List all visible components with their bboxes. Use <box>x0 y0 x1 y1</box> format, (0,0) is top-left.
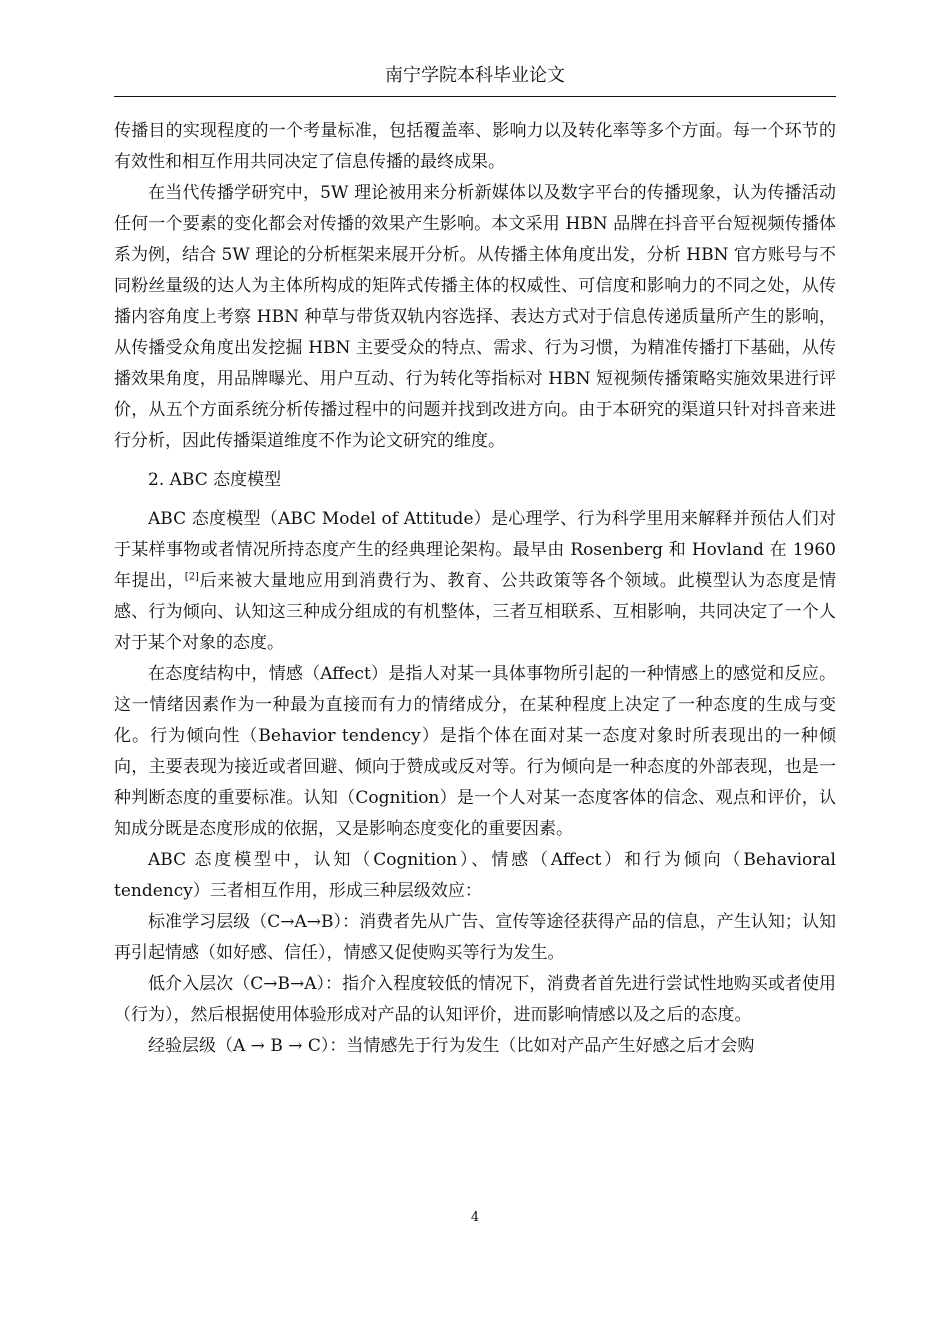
page-body <box>114 116 836 1062</box>
paragraph-standard-learning: 标准学习层级（C→A→B）：消费者先从广告、宣传等途径获得产品的信息，产生认知；认知再引起情感（如好感、信任），情感又促使购买等行为发生。 <box>114 912 836 963</box>
abc-intro-text-1: ABC 态度模型（ABC Model of Attitude）是心理学、行为科学里用来解释并预估人们对于某样事物或者情况所持态度产生的经典理论架构。最早由 Rosenberg 和 Hovland 在 1960 年提出， <box>114 509 836 591</box>
paragraph-5w-theory: 在当代传播学研究中，5W 理论被用来分析新媒体以及数字平台的传播现象，认为传播活动任何一个要素的变化都会对传播的效果产生影响。本文采用 HBN 品牌在抖音平台短视频传播体系为例，结合 5W 理论的分析框架来展开分析。从传播主体角度出发，分析 HBN 官方账号与不同粉丝量级的达人为主体所构成的矩阵式传播主体的权威性、可信度和影响力的不同之处，从传播内容角度上考察 HBN 种草与带货双轨内容选择、表达方式对于信息传递质量所产生的影响，从传播受众角度出发挖掘 HBN 主要受众的特点、需求、行为习惯，为精准传播打下基础，从传播效果角度，用品牌曝光、用户互动、行为转化等指标对 HBN 短视频传播策略实施效果进行评价，从五个方面系统分析传播过程中的问题并找到改进方向。由于本研究的渠道只针对抖音来进行分析，因此传播渠道维度不作为论文研究的维度。 <box>114 183 836 451</box>
paragraph-hierarchy-intro: ABC 态度模型中，认知（Cognition）、情感（Affect）和行为倾向（Behavioral tendency）三者相互作用，形成三种层级效应： <box>114 850 836 901</box>
citation-reference: [2] <box>184 571 199 583</box>
paragraph-continuation: 传播目的实现程度的一个考量标准，包括覆盖率、影响力以及转化率等多个方面。每一个环节的有效性和相互作用共同决定了信息传播的最终成果。 <box>114 121 836 172</box>
paragraph-low-involvement: 低介入层次（C→B→A）：指介入程度较低的情况下，消费者首先进行尝试性地购买或者使用（行为），然后根据使用体验形成对产品的认知评价，进而影响情感以及之后的态度。 <box>114 974 836 1025</box>
section-heading: 2. ABC 态度模型 <box>148 470 282 490</box>
page-number: 4 <box>470 1210 480 1225</box>
paragraph-abc-intro <box>114 504 836 659</box>
paragraph-experiential: 经验层级（A → B → C）：当情感先于行为发生（比如对产品产生好感之后才会购 <box>148 1036 755 1056</box>
header-divider <box>114 96 836 97</box>
paragraph-attitude-structure: 在态度结构中，情感（Affect）是指人对某一具体事物所引起的一种情感上的感觉和反应。这一情绪因素作为一种最为直接而有力的情绪成分，在某种程度上决定了一种态度的生成与变化。行为倾向性（Behavior tendency）是指个体在面对某一态度对象时所表现出的一种倾向，主要表现为接近或者回避、倾向于赞成或反对等。行为倾向是一种态度的外部表现，也是一种判断态度的重要标准。认知（Cognition）是一个人对某一态度客体的信念、观点和评价，认知成分既是态度形成的依据，又是影响态度变化的重要因素。 <box>114 664 836 839</box>
running-header: 南宁学院本科毕业论文 <box>385 65 565 86</box>
abc-intro-text-2: 后来被大量地应用到消费行为、教育、公共政策等各个领域。此模型认为态度是情感、行为倾向、认知这三种成分组成的有机整体，三者互相联系、互相影响，共同决定了一个人对于某个对象的态度。 <box>114 571 837 653</box>
